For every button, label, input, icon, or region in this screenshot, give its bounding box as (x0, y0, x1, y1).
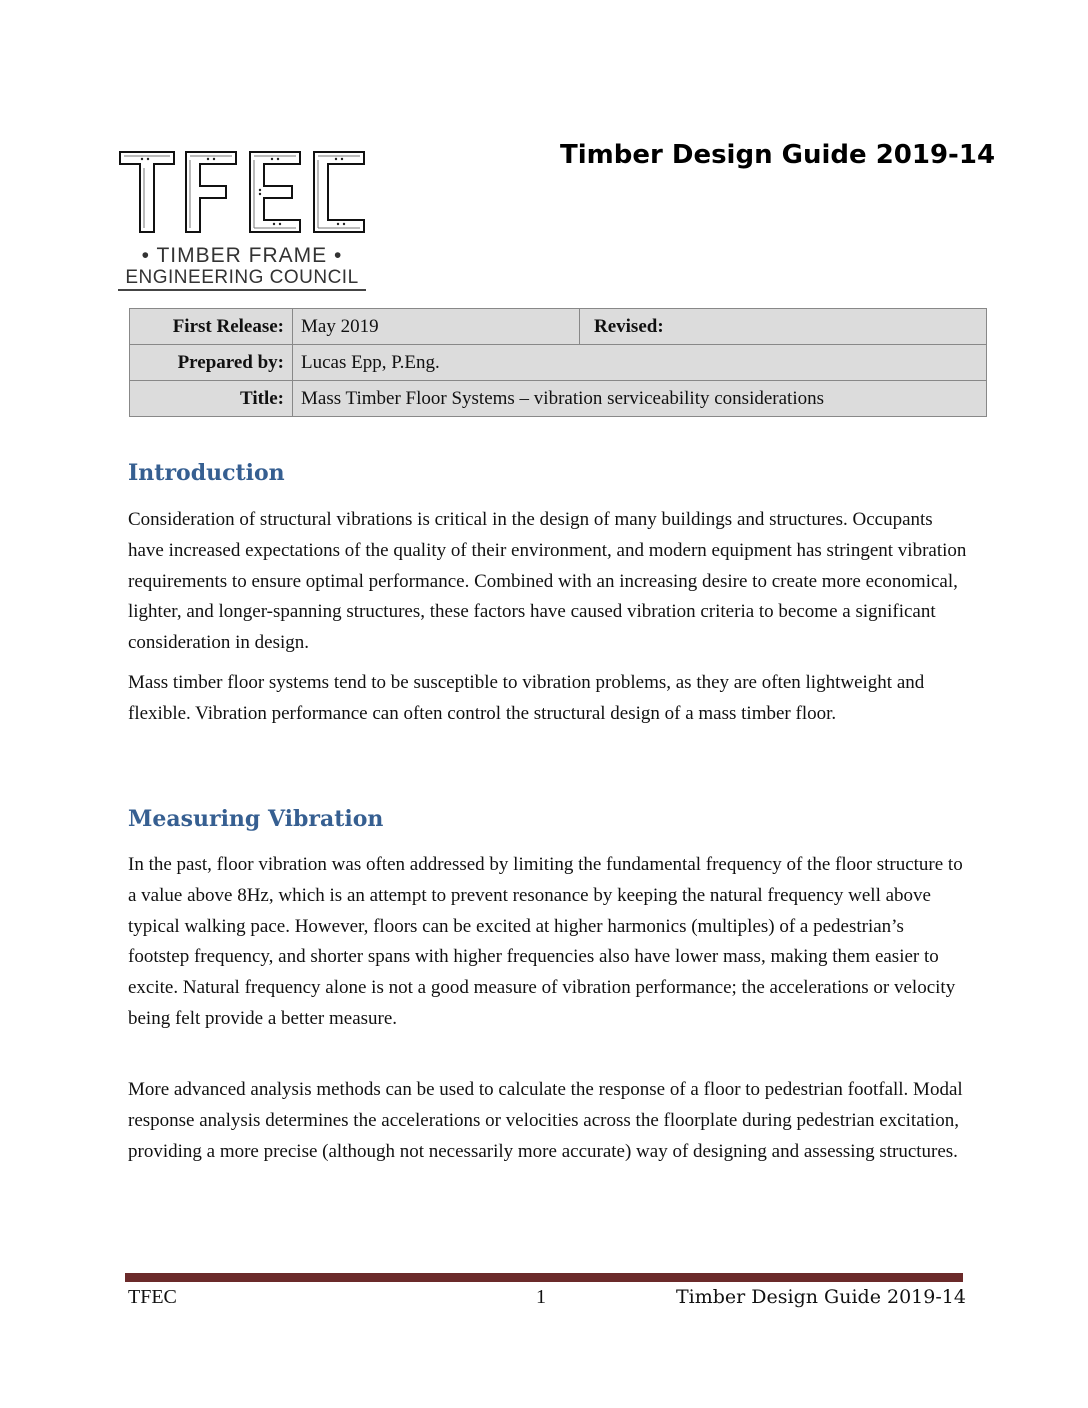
tfec-letters-graphic (116, 146, 368, 242)
footer-rule (125, 1273, 963, 1282)
table-row (130, 309, 987, 345)
paragraph: Consideration of structural vibrations is critical in the design of many buildings and structures. Occupants have increased expectations of the quality of their environment, and modern equipment has stringent vibration requirements to ensure optimal performance. Combined with an increasing desire to create more economical, lighter, and longer-spanning structures, these factors have caused vibration criteria to become a significant consideration in design. (128, 509, 967, 654)
first-release-value: May 2019 (293, 309, 580, 345)
page-number: 1 (536, 1286, 546, 1308)
table-row (130, 381, 987, 417)
section-heading-measuring-vibration: Measuring Vibration (128, 806, 384, 832)
logo-underline (118, 289, 366, 291)
prepared-by-label: Prepared by: (130, 345, 293, 381)
paragraph: More advanced analysis methods can be used to calculate the response of a floor to pedestrian footfall. Modal response analysis determines the accelerations or velocities across the floorplate during pedestrian excitation, providing a more precise (although not necessarily more accurate) way of designing and assessing structures. (128, 1079, 963, 1162)
paragraph: Mass timber floor systems tend to be susceptible to vibration problems, as they are often lightweight and flexible. Vibration performance can often control the structural design of a mass timber floor. (128, 672, 925, 724)
section-heading-introduction: Introduction (128, 460, 285, 486)
revised-label: Revised: (594, 315, 664, 337)
paragraph: In the past, floor vibration was often addressed by limiting the fundamental frequency of the floor structure to a value above 8Hz, which is an attempt to prevent resonance by keeping the natural frequency well above typical walking pace. However, floors can be excited at higher harmonics (multiples) of a pedestrian’s footstep frequency, and shorter spans with higher frequencies also have lower mass, making them easier to excite. Natural frequency alone is not a good measure of vibration performance; the accelerations or velocity being felt provide a better measure. (128, 854, 963, 1029)
logo-line-engineering-council: ENGINEERING COUNCIL (125, 267, 359, 288)
logo-line-timber-frame: • TIMBER FRAME • (141, 244, 343, 267)
footer-left-text: TFEC (128, 1286, 177, 1308)
revised-cell (580, 309, 987, 345)
title-value: Mass Timber Floor Systems – vibration serviceability considerations (293, 381, 987, 417)
footer-right-text: Timber Design Guide 2019-14 (676, 1286, 966, 1308)
table-row (130, 345, 987, 381)
title-label: Title: (130, 381, 293, 417)
document-info-table (129, 308, 987, 417)
first-release-label: First Release: (130, 309, 293, 345)
document-title: Timber Design Guide 2019-14 (560, 140, 996, 170)
prepared-by-value: Lucas Epp, P.Eng. (293, 345, 987, 381)
tfec-logo (116, 146, 368, 294)
